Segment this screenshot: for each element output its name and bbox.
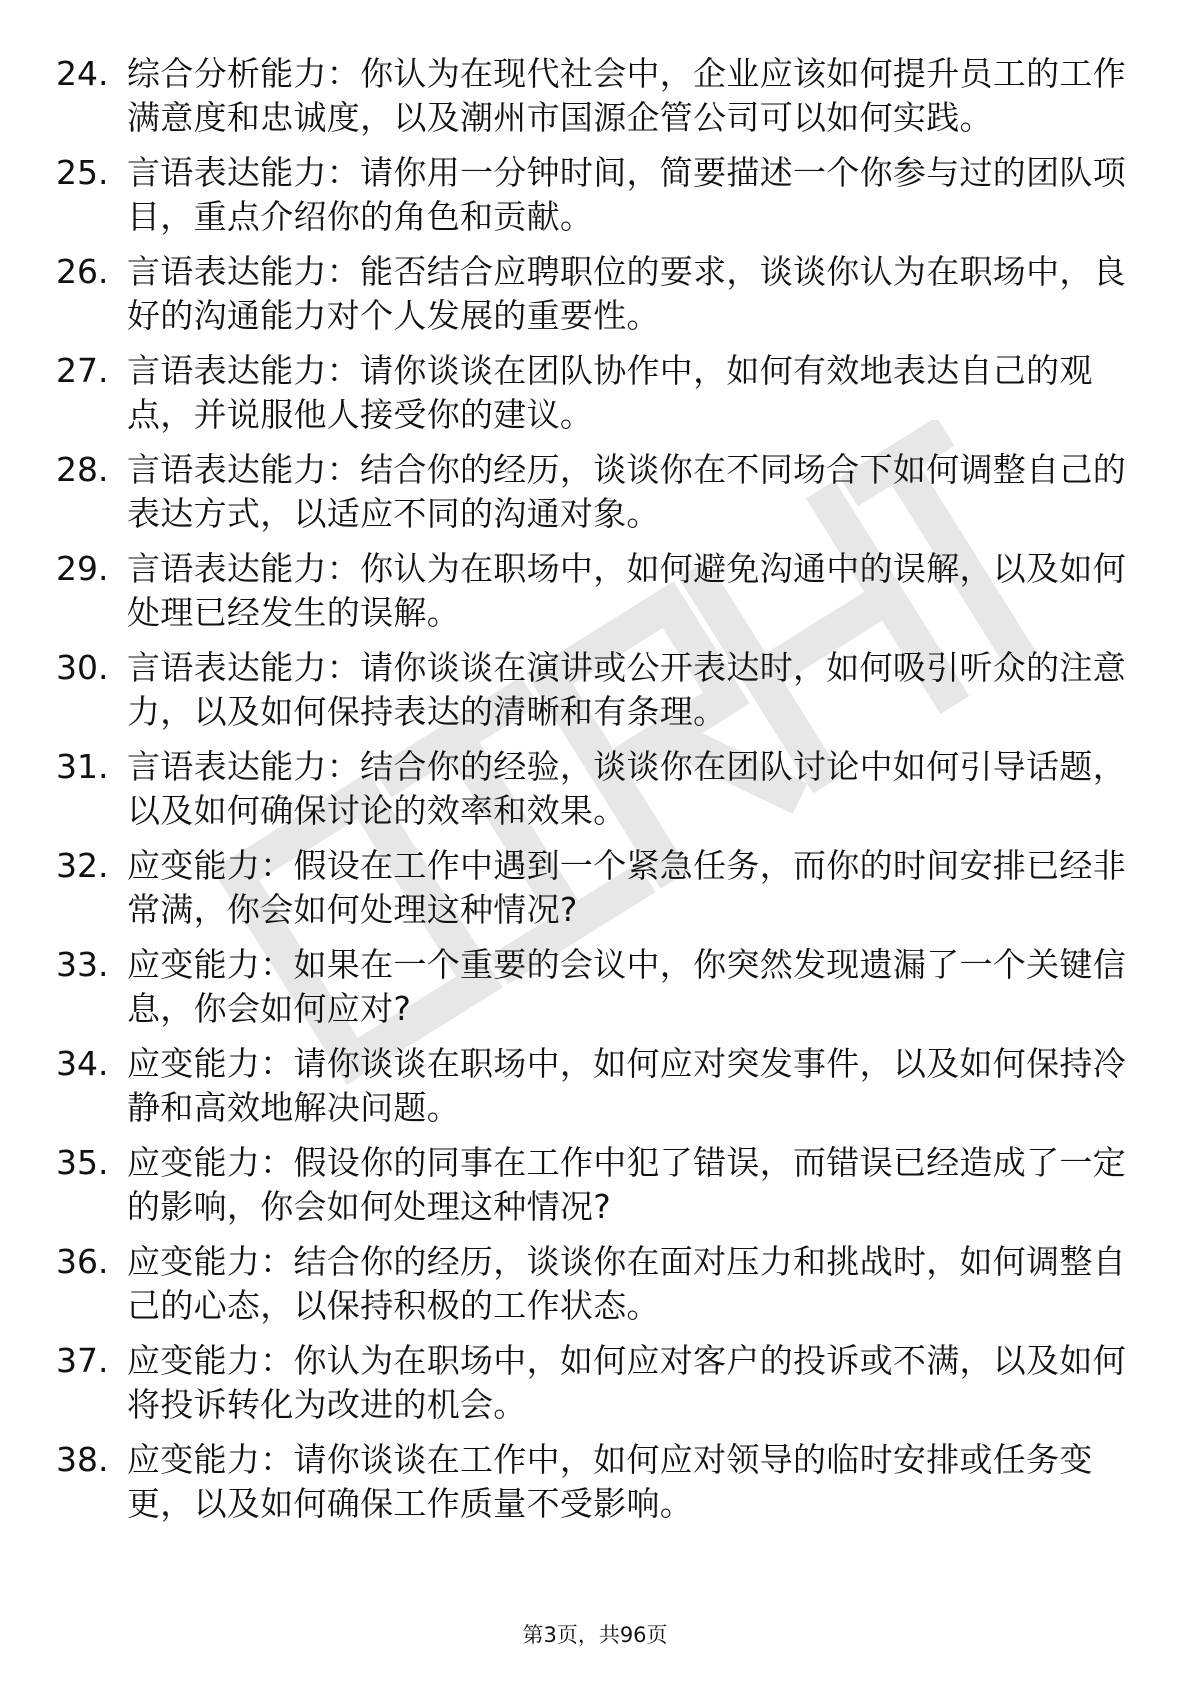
question-text: 言语表达能力：请你谈谈在团队协作中，如何有效地表达自己的观点，并说服他人接受你的建议。	[127, 351, 1093, 434]
page-footer	[0, 1620, 1190, 1650]
question-text: 言语表达能力：结合你的经验，谈谈你在团队讨论中如何引导话题，以及如何确保讨论的效率和效果。	[127, 747, 1126, 830]
question-item	[56, 448, 1134, 547]
question-number: 28.	[56, 450, 109, 489]
question-number: 30.	[56, 648, 109, 687]
question-item	[56, 844, 1134, 943]
question-text: 言语表达能力：请你谈谈在演讲或公开表达时，如何吸引听众的注意力，以及如何保持表达的清晰和有条理。	[127, 648, 1126, 731]
question-number: 32.	[56, 846, 109, 885]
question-text: 言语表达能力：能否结合应聘职位的要求，谈谈你认为在职场中，良好的沟通能力对个人发展的重要性。	[127, 252, 1126, 335]
question-item	[56, 52, 1134, 151]
question-item	[56, 151, 1134, 250]
question-number: 36.	[56, 1242, 109, 1281]
question-item	[56, 1240, 1134, 1339]
question-item	[56, 646, 1134, 745]
question-number: 31.	[56, 747, 109, 786]
question-number: 34.	[56, 1044, 109, 1083]
question-item	[56, 1141, 1134, 1240]
question-number: 25.	[56, 153, 109, 192]
question-number: 26.	[56, 252, 109, 291]
question-number: 38.	[56, 1440, 109, 1479]
question-item	[56, 349, 1134, 448]
question-text: 综合分析能力：你认为在现代社会中，企业应该如何提升员工的工作满意度和忠诚度，以及潮州市国源企管公司可以如何实践。	[127, 54, 1126, 137]
question-number: 35.	[56, 1143, 109, 1182]
question-item	[56, 943, 1134, 1042]
question-item	[56, 547, 1134, 646]
page-number-label: 第3页，共96页	[522, 1623, 668, 1647]
question-item	[56, 745, 1134, 844]
question-number: 33.	[56, 945, 109, 984]
question-list	[56, 52, 1134, 1537]
question-text: 言语表达能力：结合你的经历，谈谈你在不同场合下如何调整自己的表达方式，以适应不同的沟通对象。	[127, 450, 1126, 533]
question-number: 29.	[56, 549, 109, 588]
question-text: 应变能力：请你谈谈在职场中，如何应对突发事件，以及如何保持冷静和高效地解决问题。	[127, 1044, 1126, 1127]
question-item	[56, 1339, 1134, 1438]
question-text: 应变能力：结合你的经历，谈谈你在面对压力和挑战时，如何调整自己的心态，以保持积极的工作状态。	[127, 1242, 1126, 1325]
question-text: 言语表达能力：你认为在职场中，如何避免沟通中的误解，以及如何处理已经发生的误解。	[127, 549, 1126, 632]
question-text: 应变能力：如果在一个重要的会议中，你突然发现遗漏了一个关键信息，你会如何应对?	[127, 945, 1126, 1028]
question-text: 应变能力：你认为在职场中，如何应对客户的投诉或不满，以及如何将投诉转化为改进的机会。	[127, 1341, 1126, 1424]
question-text: 言语表达能力：请你用一分钟时间，简要描述一个你参与过的团队项目，重点介绍你的角色和贡献。	[127, 153, 1126, 236]
question-number: 37.	[56, 1341, 109, 1380]
question-item	[56, 250, 1134, 349]
question-text: 应变能力：请你谈谈在工作中，如何应对领导的临时安排或任务变更，以及如何确保工作质量不受影响。	[127, 1440, 1093, 1523]
question-number: 27.	[56, 351, 109, 390]
question-text: 应变能力：假设在工作中遇到一个紧急任务，而你的时间安排已经非常满，你会如何处理这种情况?	[127, 846, 1126, 929]
question-item	[56, 1438, 1134, 1537]
question-item	[56, 1042, 1134, 1141]
question-text: 应变能力：假设你的同事在工作中犯了错误，而错误已经造成了一定的影响，你会如何处理这种情况?	[127, 1143, 1126, 1226]
question-number: 24.	[56, 54, 109, 93]
